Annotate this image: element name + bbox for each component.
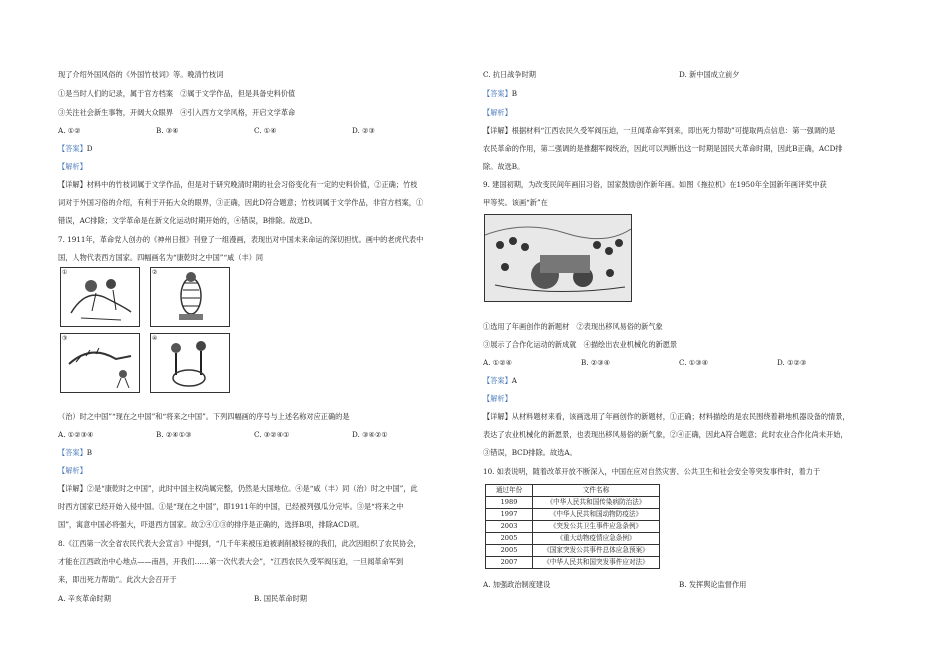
answer-line: 【答案】D <box>58 144 93 153</box>
cartoon-image-3: ③ <box>60 333 140 393</box>
option-a[interactable]: A. 辛亥革命时期 <box>58 594 111 603</box>
option-b[interactable]: B. ③④ <box>156 126 179 135</box>
figures-with-tiger-icon <box>151 334 229 392</box>
question-line: 10. 如表说明，随着改革开放不断深入，中国在应对自然灾害、公共卫生和社会安全等突发事件时，着力于 <box>483 467 821 476</box>
option-d[interactable]: D. 新中国成立前夕 <box>679 70 740 79</box>
option-a[interactable]: A. ①②③④ <box>58 430 94 439</box>
option-a[interactable]: A. ①②④ <box>483 358 513 367</box>
option-a[interactable]: A. ①② <box>58 126 81 135</box>
analysis-label: 【解析】 <box>483 108 512 117</box>
tractor-painting-image <box>484 214 632 302</box>
question-line: 国，人物代表西方国家。四幅画名为“康乾时之中国”“咸（丰）同 <box>58 253 264 262</box>
table-header-row <box>486 485 660 497</box>
question-line: 7. 1911年，革命党人创办的《神州日报》刊登了一组漫画，表现出对中国未来命运的深切担忧。画中的老虎代表中 <box>58 235 424 244</box>
option-c[interactable]: C. ③②④① <box>254 430 290 439</box>
detail-line: 除。故选B。 <box>483 162 525 171</box>
detail-line: 表达了农业机械化的新愿景，也表现出移风易俗的新气象，②④正确，因此A符合题意；此时农业合作化尚未开始， <box>483 430 848 439</box>
option-c[interactable]: C. 抗日战争时期 <box>483 70 536 79</box>
law-table <box>485 484 660 569</box>
option-a[interactable]: A. 加强政治制度建设 <box>483 580 551 589</box>
tiger-cartoon-icon <box>61 268 139 326</box>
text-line: ①是当时人们的记录，属于官方档案 ②属于文学作品，但是具备史料价值 <box>58 89 296 98</box>
cartoon-image-4: ④ <box>150 333 230 393</box>
cartoon-image-1: ① <box>60 267 140 327</box>
option-d[interactable]: D. ②③ <box>352 126 375 135</box>
analysis-label: 【解析】 <box>483 394 512 403</box>
question-line: 9. 建国初期，为改变民间年画旧习俗，国家鼓励创作新年画。如图《拖拉机》在1950年全国新年画评奖中获 <box>483 180 827 189</box>
statement-line: ①选用了年画创作的新题材 ②表现出移风易俗的新气象 <box>483 322 663 331</box>
table-row: 2003 《突发公共卫生事件应急条例》 <box>486 521 660 533</box>
detail-line: 农民革命的作用，第二强调的是推翻军阀统治，因此可以判断出这一时期是国民大革命时期，因此B正确，ACD排 <box>483 144 843 153</box>
detail-line: 【详解】根据材料“江西农民久受军阀压迫，一旦闻革命军到来，即出死力帮助”可提取两点信息：第一强调的是 <box>483 126 836 135</box>
tiger-leaping-icon <box>61 334 139 392</box>
tiger-standing-icon <box>151 268 229 326</box>
answer-value: B <box>86 448 93 457</box>
answer-value: A <box>511 376 517 385</box>
table-row: 2005 《国家突发公共事件总体应急预案》 <box>486 545 660 557</box>
analysis-label: 【解析】 <box>58 162 87 171</box>
table-row: 1989 《中华人民共和国传染病防治法》 <box>486 497 660 509</box>
statement-line: ③展示了合作化运动的新成就 ④描绘出农业机械化的新愿景 <box>483 340 678 349</box>
question-line: 8.《江西第一次全省农民代表大会宣言》中提到，“几千年来被压迫被剥削被轻视的我们，此次因组织了农民协会， <box>58 539 421 548</box>
question-line: 来，即出死力帮助”。此次大会召开于 <box>58 575 177 584</box>
table-header: 通过年份 <box>486 485 533 497</box>
table-row: 2005 《重大动物疫情应急条例》 <box>486 533 660 545</box>
option-b[interactable]: B. ②③④ <box>581 358 611 367</box>
option-b[interactable]: B. ②④①③ <box>156 430 192 439</box>
detail-line: ③错误，BCD排除。故选A。 <box>483 448 577 457</box>
answer-value: B <box>511 89 518 98</box>
answer-line: 【答案】A <box>483 376 517 385</box>
detail-line: 【详解】材料中的竹枝词属于文学作品，但是对于研究晚清时期的社会习俗变化有一定的史料价值，②正确；竹枝 <box>58 180 418 189</box>
table-row: 2007 《中华人民共和国突发事件应对法》 <box>486 557 660 569</box>
table-header: 文件名称 <box>533 485 660 497</box>
analysis-label: 【解析】 <box>58 466 87 475</box>
option-b[interactable]: B. 发挥舆论监督作用 <box>679 580 747 589</box>
detail-line: 时西方国家已经开始入侵中国。①是“现在之中国”，即1911年的中国，已经被列强瓜分完毕。③是“将来之中 <box>58 502 404 511</box>
option-d[interactable]: D. ③④②① <box>352 430 388 439</box>
option-c[interactable]: C. ①④ <box>254 126 277 135</box>
detail-line: 国”，寓意中国必将强大，吓退西方国家。故②④①③的排序是正确的，选择B项，排除ACD项。 <box>58 520 364 529</box>
option-d[interactable]: D. ①②③ <box>777 358 807 367</box>
detail-line: 词对于外国习俗的介绍，有利于开拓大众的眼界，③正确，因此D符合题意；竹枝词属于文学作品，非官方档案，① <box>58 198 424 207</box>
option-b[interactable]: B. 国民革命时期 <box>254 594 307 603</box>
answer-line: 【答案】B <box>58 448 93 457</box>
option-c[interactable]: C. ①③④ <box>679 358 709 367</box>
answer-line: 【答案】B <box>483 89 518 98</box>
question-line: 甲等奖。该画“新”在 <box>483 198 548 207</box>
tractor-scene-icon <box>485 215 631 301</box>
detail-line: 【详解】从材料题材来看，该画选用了年画创作的新题材，①正确；材料描绘的是农民围绕着耕地机器设备的情景， <box>483 412 850 421</box>
text-line: 现了介绍外国风俗的《外国竹枝词》等。晚清竹枝词 <box>58 70 224 79</box>
table-row: 1997 《中华人民共和国动物防疫法》 <box>486 509 660 521</box>
text-line: ③关注社会新生事物，开阔大众眼界 ④引入西方文学风格，开启文学革命 <box>58 108 296 117</box>
detail-line: 错误，AC排除；文学革命是在新文化运动时期开始的，④错误，B排除。故选D。 <box>58 216 317 225</box>
question-line: 才能在江西政治中心地点——南昌，开我们……第一次代表大会”，“江西农民久受军阀压迫，一旦闻革命军到 <box>58 557 404 566</box>
cartoon-image-2: ② <box>150 267 230 327</box>
answer-value: D <box>86 144 93 153</box>
detail-line: 【详解】②是“康乾时之中国”，此时中国主权尚属完整，仍然是大国地位。④是“咸（丰）同（治）时之中国”，此 <box>58 484 418 493</box>
question-line: （治）时之中国”“现在之中国”和“将来之中国”。下列四幅画的序号与上述名称对应正确的是 <box>58 412 350 421</box>
